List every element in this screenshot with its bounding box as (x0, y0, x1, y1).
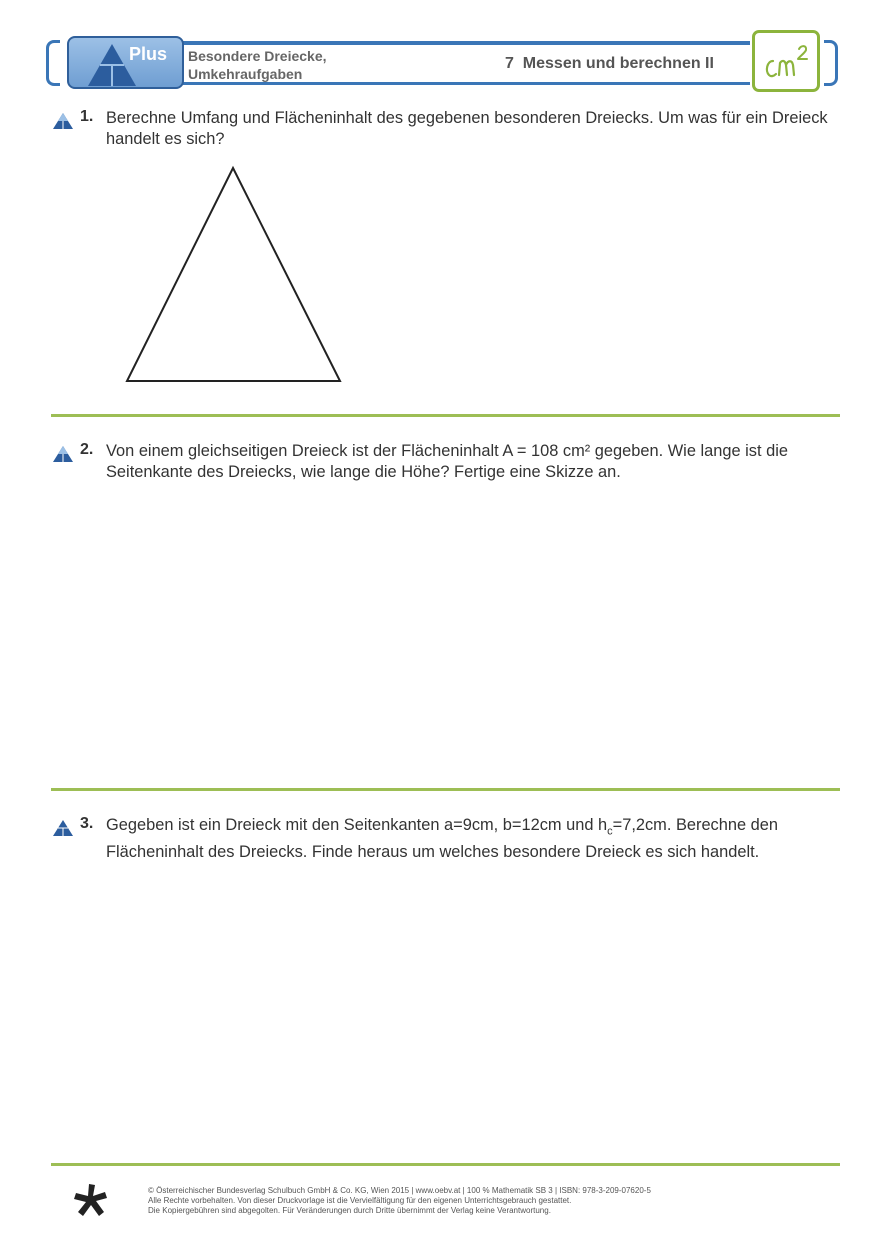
task-text (106, 815, 846, 863)
separator-1 (51, 414, 840, 417)
plus-badge (67, 36, 184, 89)
difficulty-triangle-icon (52, 445, 74, 463)
task-3 (52, 815, 842, 862)
task-text-subscript: c (607, 825, 613, 838)
separator-footer (51, 1163, 840, 1166)
publisher-logo-icon (72, 1182, 110, 1220)
topic-title-line1: Besondere Dreiecke, (188, 48, 327, 64)
unit-badge (752, 30, 820, 92)
topic-title-line2: Umkehraufgaben (188, 66, 303, 82)
chapter-title: 7 Messen und berechnen II (505, 55, 714, 72)
task-number: 1. (80, 108, 94, 125)
task-text: Berechne Umfang und Flächeninhalt des gegebenen besonderen Dreiecks. Um was für ein Dreieck handelt es sich? (106, 109, 828, 148)
separator-2 (51, 788, 840, 791)
task-text-part2: =7,2cm. Berechne den Flächeninhalt des Dreiecks. Finde heraus um welches besondere Dreieck es sich handelt. (106, 816, 779, 862)
header-rule-top (180, 41, 750, 45)
copyright-notice (148, 1186, 651, 1216)
task-2 (52, 441, 842, 481)
difficulty-triangle-icon (52, 112, 74, 130)
task-number: 2. (80, 441, 94, 458)
task-number: 3. (80, 815, 94, 832)
task-text-part1: Gegeben ist ein Dreieck mit den Seitenkanten a=9cm, b=12cm und h (106, 816, 608, 834)
header-bracket-left (46, 40, 60, 86)
task-text: Von einem gleichseitigen Dreieck ist der Flächeninhalt A = 108 cm² gegeben. Wie lange ist die Seitenkante des Dreiecks, wie lange die Höhe? Fertige eine Skizze an. (106, 442, 788, 481)
difficulty-triangle-icon (52, 819, 74, 837)
topic-title (188, 47, 327, 83)
task-1 (52, 108, 842, 148)
plus-badge-label: Plus (129, 44, 168, 64)
copyright-line-2: Alle Rechte vorbehalten. Von dieser Druckvorlage ist die Vervielfältigung für den eigenen Unterrichtsgebrauch gestattet. (148, 1196, 572, 1205)
copyright-line-1: © Österreichischer Bundesverlag Schulbuch GmbH & Co. KG, Wien 2015 | www.oebv.at | 100 % Mathematik SB 3 | ISBN: 978-3-209-07620-5 (148, 1186, 651, 1195)
header-bracket-right (824, 40, 838, 86)
cm-squared-icon (759, 39, 819, 87)
copyright-line-3: Die Kopiergebühren sind abgegolten. Für Veränderungen durch Dritte übernimmt der Verlag keine Verantwortung. (148, 1206, 551, 1215)
triangle-figure (120, 162, 348, 388)
